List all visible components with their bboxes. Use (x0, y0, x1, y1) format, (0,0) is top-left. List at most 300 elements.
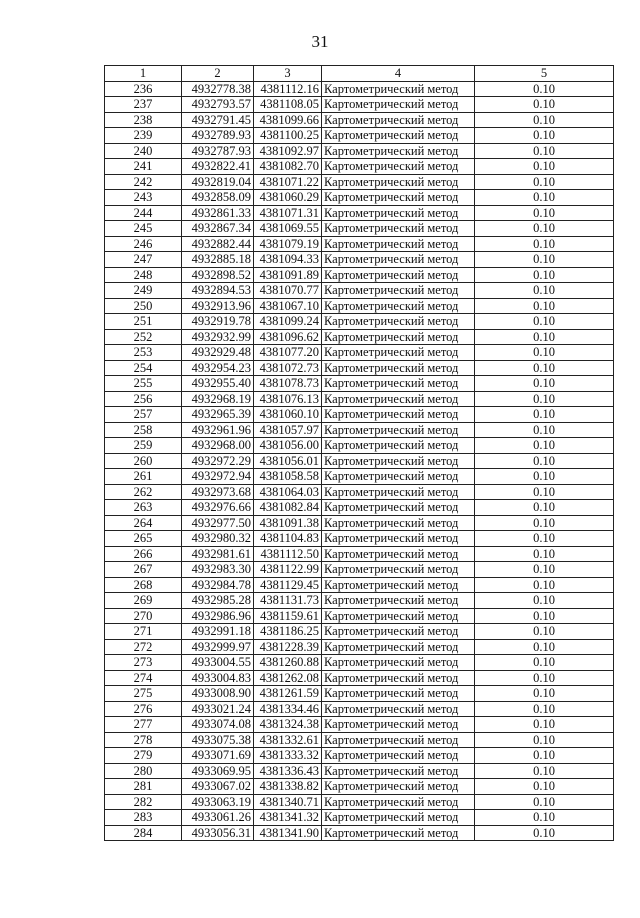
accuracy-cell: 0.10 (475, 810, 614, 826)
method-cell: Картометрический метод (322, 593, 475, 609)
x-coordinate-cell: 4932986.96 (182, 608, 254, 624)
x-coordinate-cell: 4932885.18 (182, 252, 254, 268)
y-coordinate-cell: 4381131.73 (254, 593, 322, 609)
accuracy-cell: 0.10 (475, 701, 614, 717)
x-coordinate-cell: 4932819.04 (182, 174, 254, 190)
y-coordinate-cell: 4381100.25 (254, 128, 322, 144)
accuracy-cell: 0.10 (475, 143, 614, 159)
method-cell: Картометрический метод (322, 577, 475, 593)
table-row (105, 810, 614, 826)
point-number-cell: 274 (105, 670, 182, 686)
table-row (105, 314, 614, 330)
y-coordinate-cell: 4381076.13 (254, 391, 322, 407)
y-coordinate-cell: 4381261.59 (254, 686, 322, 702)
y-coordinate-cell: 4381336.43 (254, 763, 322, 779)
table-row (105, 608, 614, 624)
y-coordinate-cell: 4381099.66 (254, 112, 322, 128)
x-coordinate-cell: 4932793.57 (182, 97, 254, 113)
accuracy-cell: 0.10 (475, 577, 614, 593)
point-number-cell: 284 (105, 825, 182, 841)
x-coordinate-cell: 4932972.94 (182, 469, 254, 485)
table-row (105, 205, 614, 221)
accuracy-cell: 0.10 (475, 345, 614, 361)
method-cell: Картометрический метод (322, 562, 475, 578)
accuracy-cell: 0.10 (475, 825, 614, 841)
point-number-cell: 275 (105, 686, 182, 702)
x-coordinate-cell: 4932929.48 (182, 345, 254, 361)
table-row (105, 438, 614, 454)
method-cell: Картометрический метод (322, 298, 475, 314)
accuracy-cell: 0.10 (475, 360, 614, 376)
table-row (105, 670, 614, 686)
point-number-cell: 272 (105, 639, 182, 655)
accuracy-cell: 0.10 (475, 469, 614, 485)
x-coordinate-cell: 4932973.68 (182, 484, 254, 500)
y-coordinate-cell: 4381334.46 (254, 701, 322, 717)
x-coordinate-cell: 4932968.00 (182, 438, 254, 454)
method-cell: Картометрический метод (322, 221, 475, 237)
table-row (105, 329, 614, 345)
table-row (105, 717, 614, 733)
method-cell: Картометрический метод (322, 345, 475, 361)
method-cell: Картометрический метод (322, 763, 475, 779)
accuracy-cell: 0.10 (475, 794, 614, 810)
point-number-cell: 260 (105, 453, 182, 469)
table-row (105, 748, 614, 764)
x-coordinate-cell: 4932882.44 (182, 236, 254, 252)
method-cell: Картометрический метод (322, 267, 475, 283)
point-number-cell: 236 (105, 81, 182, 97)
x-coordinate-cell: 4932932.99 (182, 329, 254, 345)
table-row (105, 469, 614, 485)
accuracy-cell: 0.10 (475, 438, 614, 454)
accuracy-cell: 0.10 (475, 407, 614, 423)
y-coordinate-cell: 4381340.71 (254, 794, 322, 810)
x-coordinate-cell: 4932858.09 (182, 190, 254, 206)
y-coordinate-cell: 4381159.61 (254, 608, 322, 624)
y-coordinate-cell: 4381333.32 (254, 748, 322, 764)
table-row (105, 593, 614, 609)
method-cell: Картометрический метод (322, 453, 475, 469)
table-row (105, 81, 614, 97)
x-coordinate-cell: 4932894.53 (182, 283, 254, 299)
method-cell: Картометрический метод (322, 515, 475, 531)
accuracy-cell: 0.10 (475, 531, 614, 547)
accuracy-cell: 0.10 (475, 639, 614, 655)
point-number-cell: 259 (105, 438, 182, 454)
x-coordinate-cell: 4933071.69 (182, 748, 254, 764)
accuracy-cell: 0.10 (475, 159, 614, 175)
y-coordinate-cell: 4381071.31 (254, 205, 322, 221)
y-coordinate-cell: 4381262.08 (254, 670, 322, 686)
point-number-cell: 283 (105, 810, 182, 826)
table-row (105, 562, 614, 578)
method-cell: Картометрический метод (322, 236, 475, 252)
accuracy-cell: 0.10 (475, 112, 614, 128)
point-number-cell: 281 (105, 779, 182, 795)
y-coordinate-cell: 4381094.33 (254, 252, 322, 268)
y-coordinate-cell: 4381104.83 (254, 531, 322, 547)
header-col-5: 5 (475, 66, 614, 82)
point-number-cell: 254 (105, 360, 182, 376)
point-number-cell: 264 (105, 515, 182, 531)
point-number-cell: 276 (105, 701, 182, 717)
header-row (105, 66, 614, 82)
x-coordinate-cell: 4932999.97 (182, 639, 254, 655)
y-coordinate-cell: 4381091.89 (254, 267, 322, 283)
table-row (105, 701, 614, 717)
point-number-cell: 245 (105, 221, 182, 237)
point-number-cell: 273 (105, 655, 182, 671)
table-row (105, 546, 614, 562)
table-row (105, 515, 614, 531)
y-coordinate-cell: 4381112.16 (254, 81, 322, 97)
point-number-cell: 251 (105, 314, 182, 330)
point-number-cell: 278 (105, 732, 182, 748)
accuracy-cell: 0.10 (475, 329, 614, 345)
accuracy-cell: 0.10 (475, 546, 614, 562)
point-number-cell: 266 (105, 546, 182, 562)
accuracy-cell: 0.10 (475, 717, 614, 733)
point-number-cell: 247 (105, 252, 182, 268)
accuracy-cell: 0.10 (475, 81, 614, 97)
accuracy-cell: 0.10 (475, 562, 614, 578)
point-number-cell: 269 (105, 593, 182, 609)
x-coordinate-cell: 4933063.19 (182, 794, 254, 810)
x-coordinate-cell: 4933004.83 (182, 670, 254, 686)
x-coordinate-cell: 4932822.41 (182, 159, 254, 175)
table-row (105, 531, 614, 547)
table-row (105, 577, 614, 593)
table-row (105, 407, 614, 423)
accuracy-cell: 0.10 (475, 283, 614, 299)
y-coordinate-cell: 4381069.55 (254, 221, 322, 237)
method-cell: Картометрический метод (322, 810, 475, 826)
x-coordinate-cell: 4932919.78 (182, 314, 254, 330)
method-cell: Картометрический метод (322, 190, 475, 206)
table-body (105, 81, 614, 841)
accuracy-cell: 0.10 (475, 748, 614, 764)
y-coordinate-cell: 4381079.19 (254, 236, 322, 252)
table-row (105, 267, 614, 283)
accuracy-cell: 0.10 (475, 686, 614, 702)
point-number-cell: 277 (105, 717, 182, 733)
method-cell: Картометрический метод (322, 329, 475, 345)
table-row (105, 236, 614, 252)
y-coordinate-cell: 4381099.24 (254, 314, 322, 330)
x-coordinate-cell: 4933074.08 (182, 717, 254, 733)
y-coordinate-cell: 4381108.05 (254, 97, 322, 113)
method-cell: Картометрический метод (322, 624, 475, 640)
y-coordinate-cell: 4381082.84 (254, 500, 322, 516)
point-number-cell: 268 (105, 577, 182, 593)
method-cell: Картометрический метод (322, 283, 475, 299)
point-number-cell: 244 (105, 205, 182, 221)
accuracy-cell: 0.10 (475, 267, 614, 283)
y-coordinate-cell: 4381324.38 (254, 717, 322, 733)
method-cell: Картометрический метод (322, 546, 475, 562)
point-number-cell: 279 (105, 748, 182, 764)
method-cell: Картометрический метод (322, 97, 475, 113)
accuracy-cell: 0.10 (475, 624, 614, 640)
accuracy-cell: 0.10 (475, 190, 614, 206)
method-cell: Картометрический метод (322, 174, 475, 190)
point-number-cell: 252 (105, 329, 182, 345)
method-cell: Картометрический метод (322, 376, 475, 392)
accuracy-cell: 0.10 (475, 779, 614, 795)
y-coordinate-cell: 4381058.58 (254, 469, 322, 485)
method-cell: Картометрический метод (322, 500, 475, 516)
point-number-cell: 262 (105, 484, 182, 500)
table-row (105, 190, 614, 206)
point-number-cell: 242 (105, 174, 182, 190)
y-coordinate-cell: 4381091.38 (254, 515, 322, 531)
accuracy-cell: 0.10 (475, 391, 614, 407)
page-number: 31 (311, 32, 329, 51)
accuracy-cell: 0.10 (475, 205, 614, 221)
accuracy-cell: 0.10 (475, 221, 614, 237)
point-number-cell: 256 (105, 391, 182, 407)
x-coordinate-cell: 4933069.95 (182, 763, 254, 779)
x-coordinate-cell: 4933075.38 (182, 732, 254, 748)
table-row (105, 97, 614, 113)
table-row (105, 825, 614, 841)
table-row (105, 763, 614, 779)
point-number-cell: 237 (105, 97, 182, 113)
method-cell: Картометрический метод (322, 360, 475, 376)
y-coordinate-cell: 4381082.70 (254, 159, 322, 175)
method-cell: Картометрический метод (322, 391, 475, 407)
method-cell: Картометрический метод (322, 128, 475, 144)
table-row (105, 283, 614, 299)
y-coordinate-cell: 4381060.10 (254, 407, 322, 423)
y-coordinate-cell: 4381260.88 (254, 655, 322, 671)
table-row (105, 453, 614, 469)
point-number-cell: 255 (105, 376, 182, 392)
y-coordinate-cell: 4381341.32 (254, 810, 322, 826)
x-coordinate-cell: 4932791.45 (182, 112, 254, 128)
method-cell: Картометрический метод (322, 81, 475, 97)
y-coordinate-cell: 4381092.97 (254, 143, 322, 159)
y-coordinate-cell: 4381056.01 (254, 453, 322, 469)
table-row (105, 686, 614, 702)
x-coordinate-cell: 4933008.90 (182, 686, 254, 702)
point-number-cell: 265 (105, 531, 182, 547)
table-row (105, 128, 614, 144)
point-number-cell: 263 (105, 500, 182, 516)
point-number-cell: 249 (105, 283, 182, 299)
x-coordinate-cell: 4932861.33 (182, 205, 254, 221)
x-coordinate-cell: 4932778.38 (182, 81, 254, 97)
point-number-cell: 248 (105, 267, 182, 283)
x-coordinate-cell: 4933067.02 (182, 779, 254, 795)
x-coordinate-cell: 4932954.23 (182, 360, 254, 376)
method-cell: Картометрический метод (322, 794, 475, 810)
accuracy-cell: 0.10 (475, 236, 614, 252)
x-coordinate-cell: 4932968.19 (182, 391, 254, 407)
method-cell: Картометрический метод (322, 314, 475, 330)
x-coordinate-cell: 4932789.93 (182, 128, 254, 144)
point-number-cell: 243 (105, 190, 182, 206)
method-cell: Картометрический метод (322, 531, 475, 547)
accuracy-cell: 0.10 (475, 422, 614, 438)
point-number-cell: 257 (105, 407, 182, 423)
table-header (105, 66, 614, 82)
accuracy-cell: 0.10 (475, 314, 614, 330)
y-coordinate-cell: 4381072.73 (254, 360, 322, 376)
accuracy-cell: 0.10 (475, 670, 614, 686)
x-coordinate-cell: 4933021.24 (182, 701, 254, 717)
x-coordinate-cell: 4932985.28 (182, 593, 254, 609)
header-col-2: 2 (182, 66, 254, 82)
method-cell: Картометрический метод (322, 484, 475, 500)
accuracy-cell: 0.10 (475, 763, 614, 779)
method-cell: Картометрический метод (322, 779, 475, 795)
header-col-1: 1 (105, 66, 182, 82)
method-cell: Картометрический метод (322, 608, 475, 624)
method-cell: Картометрический метод (322, 205, 475, 221)
x-coordinate-cell: 4932961.96 (182, 422, 254, 438)
method-cell: Картометрический метод (322, 670, 475, 686)
table-row (105, 391, 614, 407)
header-col-4: 4 (322, 66, 475, 82)
y-coordinate-cell: 4381332.61 (254, 732, 322, 748)
y-coordinate-cell: 4381070.77 (254, 283, 322, 299)
point-number-cell: 241 (105, 159, 182, 175)
method-cell: Картометрический метод (322, 143, 475, 159)
table-row (105, 500, 614, 516)
accuracy-cell: 0.10 (475, 453, 614, 469)
accuracy-cell: 0.10 (475, 732, 614, 748)
method-cell: Картометрический метод (322, 825, 475, 841)
y-coordinate-cell: 4381112.50 (254, 546, 322, 562)
point-number-cell: 258 (105, 422, 182, 438)
y-coordinate-cell: 4381071.22 (254, 174, 322, 190)
point-number-cell: 261 (105, 469, 182, 485)
method-cell: Картометрический метод (322, 422, 475, 438)
header-col-3: 3 (254, 66, 322, 82)
y-coordinate-cell: 4381064.03 (254, 484, 322, 500)
x-coordinate-cell: 4932976.66 (182, 500, 254, 516)
x-coordinate-cell: 4932867.34 (182, 221, 254, 237)
point-number-cell: 253 (105, 345, 182, 361)
method-cell: Картометрический метод (322, 655, 475, 671)
table-row (105, 345, 614, 361)
x-coordinate-cell: 4932965.39 (182, 407, 254, 423)
y-coordinate-cell: 4381078.73 (254, 376, 322, 392)
y-coordinate-cell: 4381186.25 (254, 624, 322, 640)
x-coordinate-cell: 4932972.29 (182, 453, 254, 469)
y-coordinate-cell: 4381228.39 (254, 639, 322, 655)
method-cell: Картометрический метод (322, 112, 475, 128)
method-cell: Картометрический метод (322, 732, 475, 748)
accuracy-cell: 0.10 (475, 376, 614, 392)
point-number-cell: 280 (105, 763, 182, 779)
y-coordinate-cell: 4381338.82 (254, 779, 322, 795)
accuracy-cell: 0.10 (475, 608, 614, 624)
method-cell: Картометрический метод (322, 701, 475, 717)
point-number-cell: 267 (105, 562, 182, 578)
point-number-cell: 270 (105, 608, 182, 624)
table-row (105, 376, 614, 392)
x-coordinate-cell: 4932981.61 (182, 546, 254, 562)
point-number-cell: 250 (105, 298, 182, 314)
accuracy-cell: 0.10 (475, 484, 614, 500)
x-coordinate-cell: 4932983.30 (182, 562, 254, 578)
x-coordinate-cell: 4932991.18 (182, 624, 254, 640)
method-cell: Картометрический метод (322, 159, 475, 175)
table-row (105, 174, 614, 190)
method-cell: Картометрический метод (322, 639, 475, 655)
accuracy-cell: 0.10 (475, 252, 614, 268)
x-coordinate-cell: 4932898.52 (182, 267, 254, 283)
x-coordinate-cell: 4932984.78 (182, 577, 254, 593)
point-number-cell: 282 (105, 794, 182, 810)
x-coordinate-cell: 4933004.55 (182, 655, 254, 671)
y-coordinate-cell: 4381341.90 (254, 825, 322, 841)
accuracy-cell: 0.10 (475, 515, 614, 531)
method-cell: Картометрический метод (322, 438, 475, 454)
table-row (105, 484, 614, 500)
y-coordinate-cell: 4381096.62 (254, 329, 322, 345)
accuracy-cell: 0.10 (475, 97, 614, 113)
point-number-cell: 239 (105, 128, 182, 144)
accuracy-cell: 0.10 (475, 128, 614, 144)
table-row (105, 794, 614, 810)
method-cell: Картометрический метод (322, 252, 475, 268)
accuracy-cell: 0.10 (475, 298, 614, 314)
table-row (105, 159, 614, 175)
y-coordinate-cell: 4381056.00 (254, 438, 322, 454)
accuracy-cell: 0.10 (475, 500, 614, 516)
point-number-cell: 238 (105, 112, 182, 128)
table-row (105, 221, 614, 237)
method-cell: Картометрический метод (322, 686, 475, 702)
point-number-cell: 246 (105, 236, 182, 252)
table-row (105, 655, 614, 671)
table-row (105, 252, 614, 268)
table-row (105, 298, 614, 314)
accuracy-cell: 0.10 (475, 655, 614, 671)
table-row (105, 624, 614, 640)
x-coordinate-cell: 4932980.32 (182, 531, 254, 547)
point-number-cell: 271 (105, 624, 182, 640)
table-row (105, 639, 614, 655)
method-cell: Картометрический метод (322, 469, 475, 485)
x-coordinate-cell: 4932955.40 (182, 376, 254, 392)
table-row (105, 143, 614, 159)
method-cell: Картометрический метод (322, 717, 475, 733)
method-cell: Картометрический метод (322, 748, 475, 764)
table-row (105, 422, 614, 438)
method-cell: Картометрический метод (322, 407, 475, 423)
y-coordinate-cell: 4381057.97 (254, 422, 322, 438)
accuracy-cell: 0.10 (475, 593, 614, 609)
y-coordinate-cell: 4381077.20 (254, 345, 322, 361)
x-coordinate-cell: 4933061.26 (182, 810, 254, 826)
x-coordinate-cell: 4932913.96 (182, 298, 254, 314)
table-row (105, 732, 614, 748)
point-number-cell: 240 (105, 143, 182, 159)
y-coordinate-cell: 4381067.10 (254, 298, 322, 314)
table-row (105, 779, 614, 795)
x-coordinate-cell: 4932787.93 (182, 143, 254, 159)
table-row (105, 360, 614, 376)
table-row (105, 112, 614, 128)
x-coordinate-cell: 4933056.31 (182, 825, 254, 841)
accuracy-cell: 0.10 (475, 174, 614, 190)
coordinates-table (104, 65, 614, 841)
